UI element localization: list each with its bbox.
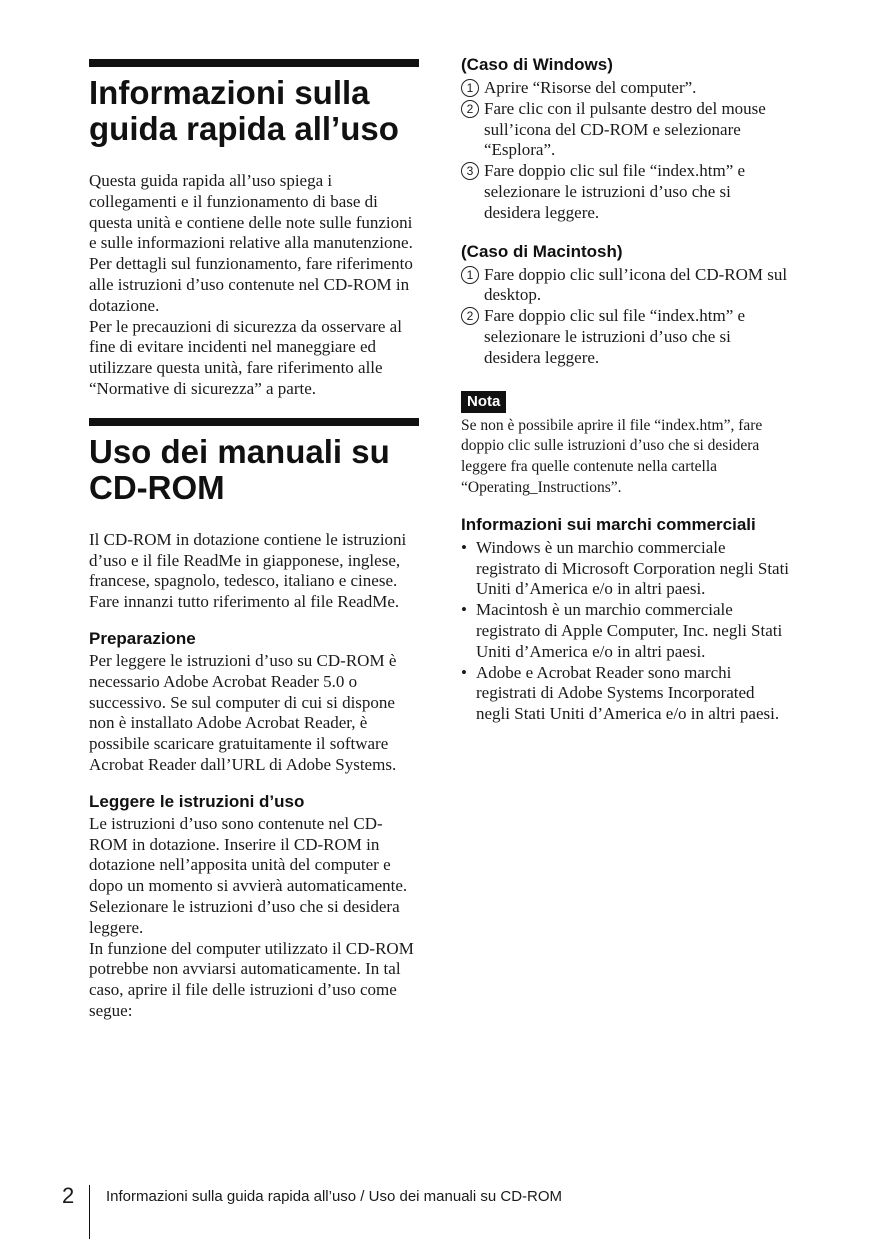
macintosh-heading: (Caso di Macintosh) bbox=[461, 241, 623, 261]
step-number-circle: 3 bbox=[461, 162, 479, 180]
trademark-text: Windows è un marchio commerciale registrato di Microsoft Corporation negli Stati Uniti d’America e/o in altri paesi. bbox=[476, 537, 790, 599]
title-line: guida rapida all’uso bbox=[89, 110, 399, 147]
footer-divider bbox=[89, 1185, 90, 1239]
step-text: Fare doppio clic sul file “index.htm” e selezionare le istruzioni d’uso che si desidera leggere. bbox=[484, 161, 746, 222]
section-title-guide bbox=[89, 75, 419, 147]
step-text: Fare doppio clic sull’icona del CD-ROM sul desktop. bbox=[484, 264, 788, 305]
step-text: Fare clic con il pulsante destro del mouse sull’icona del CD-ROM e selezionare “Esplora”. bbox=[484, 98, 766, 160]
step-item bbox=[461, 265, 791, 307]
title-line: Uso dei manuali su bbox=[89, 432, 390, 470]
running-title: Informazioni sulla guida rapida all’uso / Uso dei manuali su CD-ROM bbox=[106, 1188, 563, 1205]
title-line: CD-ROM bbox=[89, 468, 225, 506]
windows-steps bbox=[461, 78, 791, 224]
step-item bbox=[461, 99, 791, 161]
preparation-text: Per leggere le istruzioni d’uso su CD-ROM è necessario Adobe Acrobat Reader 5.0 o successivo. Se sul computer di cui si dispone non è installato Adobe Acrobat Reader, è possibile scaricare gratuitamente il software Acrobat Reader dall’URL di Adobe Systems. bbox=[89, 650, 397, 774]
list-item bbox=[461, 600, 791, 662]
left-column bbox=[89, 0, 419, 1022]
step-number-circle: 2 bbox=[461, 307, 479, 325]
bullet-icon: • bbox=[461, 662, 467, 682]
read-instructions-heading: Leggere le istruzioni d’uso bbox=[89, 791, 305, 811]
list-item bbox=[461, 538, 791, 600]
section-title-manuals bbox=[89, 434, 419, 506]
step-number-circle: 2 bbox=[461, 100, 479, 118]
right-column bbox=[461, 0, 791, 725]
note-block bbox=[461, 391, 791, 499]
windows-heading: (Caso di Windows) bbox=[461, 55, 613, 74]
trademarks-heading: Informazioni sui marchi commerciali bbox=[461, 514, 756, 534]
step-item bbox=[461, 306, 791, 368]
section-rule bbox=[89, 418, 419, 426]
bullet-icon: • bbox=[461, 537, 467, 557]
manuals-intro-paragraph: Il CD-ROM in dotazione contiene le istruzioni d’uso e il file ReadMe in giapponese, inglese, francese, spagnolo, tedesco, italiano e cinese. Fare innanzi tutto riferimento al file ReadMe. bbox=[89, 529, 407, 612]
macintosh-steps bbox=[461, 265, 791, 369]
guide-intro-paragraph: Questa guida rapida all’uso spiega i collegamenti e il funzionamento di base di questa unità e contiene delle note sulle funzioni e sulle informazioni relative alla manutenzione. Per dettagli sul funzionamento, fare riferimento alle istruzioni d’uso contenute nel CD-ROM in dotazione. Per le precauzioni di sicurezza da osservare al fine di evitare incidenti nel maneggiare ed utilizzare questa unità, fare riferimento alle “Normative di sicurezza” a parte. bbox=[89, 171, 413, 398]
section-rule bbox=[89, 59, 419, 67]
bullet-icon: • bbox=[461, 600, 467, 620]
step-number-circle: 1 bbox=[461, 266, 479, 284]
step-item bbox=[461, 78, 791, 99]
preparation-heading: Preparazione bbox=[89, 628, 196, 648]
trademark-text: Macintosh è un marchio commerciale registrato di Apple Computer, Inc. negli Stati Uniti d’America e/o in altri paesi. bbox=[476, 600, 783, 661]
step-item bbox=[461, 161, 791, 223]
trademark-text: Adobe e Acrobat Reader sono marchi registrati di Adobe Systems Incorporated negli Stati Uniti d’America e/o in altri paesi. bbox=[476, 662, 780, 724]
read-instructions-text: Le istruzioni d’uso sono contenute nel CD-ROM in dotazione. Inserire il CD-ROM in dotazione nell’apposita unità del computer e dopo un momento si avvierà automaticamente. Selezionare le istruzioni d’uso che si desidera leggere. In funzione del computer utilizzato il CD-ROM potrebbe non avviarsi automaticamente. In tal caso, aprire il file delle istruzioni d’uso come segue: bbox=[89, 813, 414, 1020]
note-badge: Nota bbox=[461, 391, 506, 413]
title-line: Informazioni sulla bbox=[89, 74, 370, 111]
step-text: Aprire “Risorse del computer”. bbox=[484, 78, 697, 97]
step-text: Fare doppio clic sul file “index.htm” e selezionare le istruzioni d’uso che si desidera leggere. bbox=[484, 306, 746, 367]
page-number: 2 bbox=[62, 1183, 75, 1208]
note-text: Se non è possibile aprire il file “index.htm”, fare doppio clic sulle istruzioni d’uso che si desidera leggere fra quelle contenute nella cartella “Operating_Instructions”. bbox=[461, 416, 763, 496]
list-item bbox=[461, 663, 791, 725]
step-number-circle: 1 bbox=[461, 79, 479, 97]
trademarks-list bbox=[461, 538, 791, 725]
